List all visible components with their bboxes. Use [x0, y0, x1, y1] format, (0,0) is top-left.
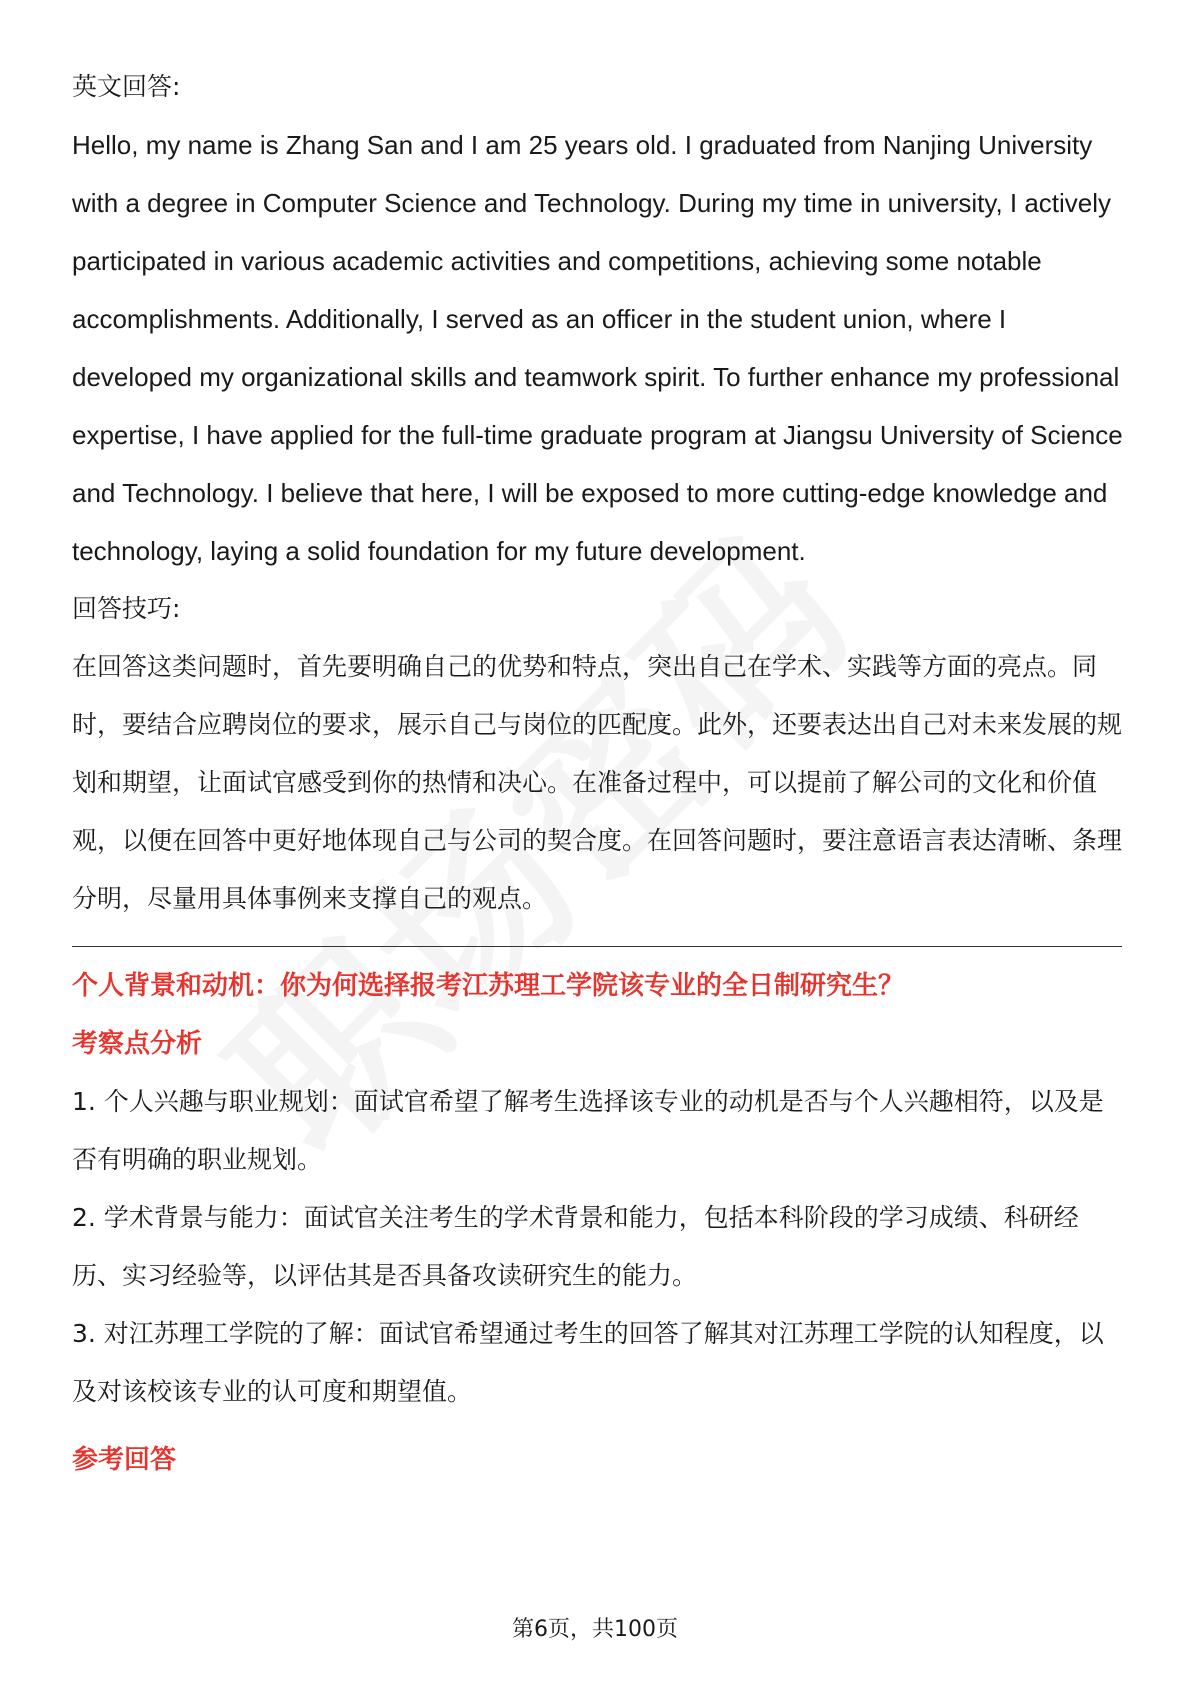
analysis-heading: 考察点分析 — [72, 1029, 203, 1059]
section-divider — [72, 946, 1122, 947]
english-answer-label: 英文回答: — [72, 72, 181, 101]
reference-answer-heading: 参考回答 — [72, 1445, 177, 1475]
document-body — [72, 58, 1127, 1489]
analysis-point-2: 2. 学术背景与能力：面试官关注考生的学术背景和能力，包括本科阶段的学习成绩、科研经历、实习经验等，以评估其是否具备攻读研究生的能力。 — [72, 1203, 1079, 1290]
answer-tips-label: 回答技巧: — [72, 594, 181, 623]
english-answer-text: Hello, my name is Zhang San and I am 25 years old. I graduated from Nanjing University with a degree in Computer Science and Technology. During my time in university, I actively participated in various academic activities and competitions, achieving some notable accomplishments. Additionally, I served as an officer in the student union, where I developed my organizational skills and teamwork spirit. To further enhance my professional expertise, I have applied for the full-time graduate program at Jiangsu University of Science and Technology. I believe that here, I will be exposed to more cutting-edge knowledge and technology, laying a solid foundation for my future development. — [72, 130, 1123, 566]
question-heading: 个人背景和动机：你为何选择报考江苏理工学院该专业的全日制研究生？ — [72, 971, 905, 1001]
answer-tips-text: 在回答这类问题时，首先要明确自己的优势和特点，突出自己在学术、实践等方面的亮点。同时，要结合应聘岗位的要求，展示自己与岗位的匹配度。此外，还要表达出自己对未来发展的规划和期望，让面试官感受到你的热情和决心。在准备过程中，可以提前了解公司的文化和价值观，以便在回答中更好地体现自己与公司的契合度。在回答问题时，要注意语言表达清晰、条理分明，尽量用具体事例来支撑自己的观点。 — [72, 652, 1123, 913]
analysis-point-1: 1. 个人兴趣与职业规划：面试官希望了解考生选择该专业的动机是否与个人兴趣相符，以及是否有明确的职业规划。 — [72, 1087, 1104, 1174]
page-footer: 第6页，共100页 — [512, 1617, 678, 1642]
analysis-point-3: 3. 对江苏理工学院的了解：面试官希望通过考生的回答了解其对江苏理工学院的认知程度，以及对该校该专业的认可度和期望值。 — [72, 1319, 1104, 1406]
